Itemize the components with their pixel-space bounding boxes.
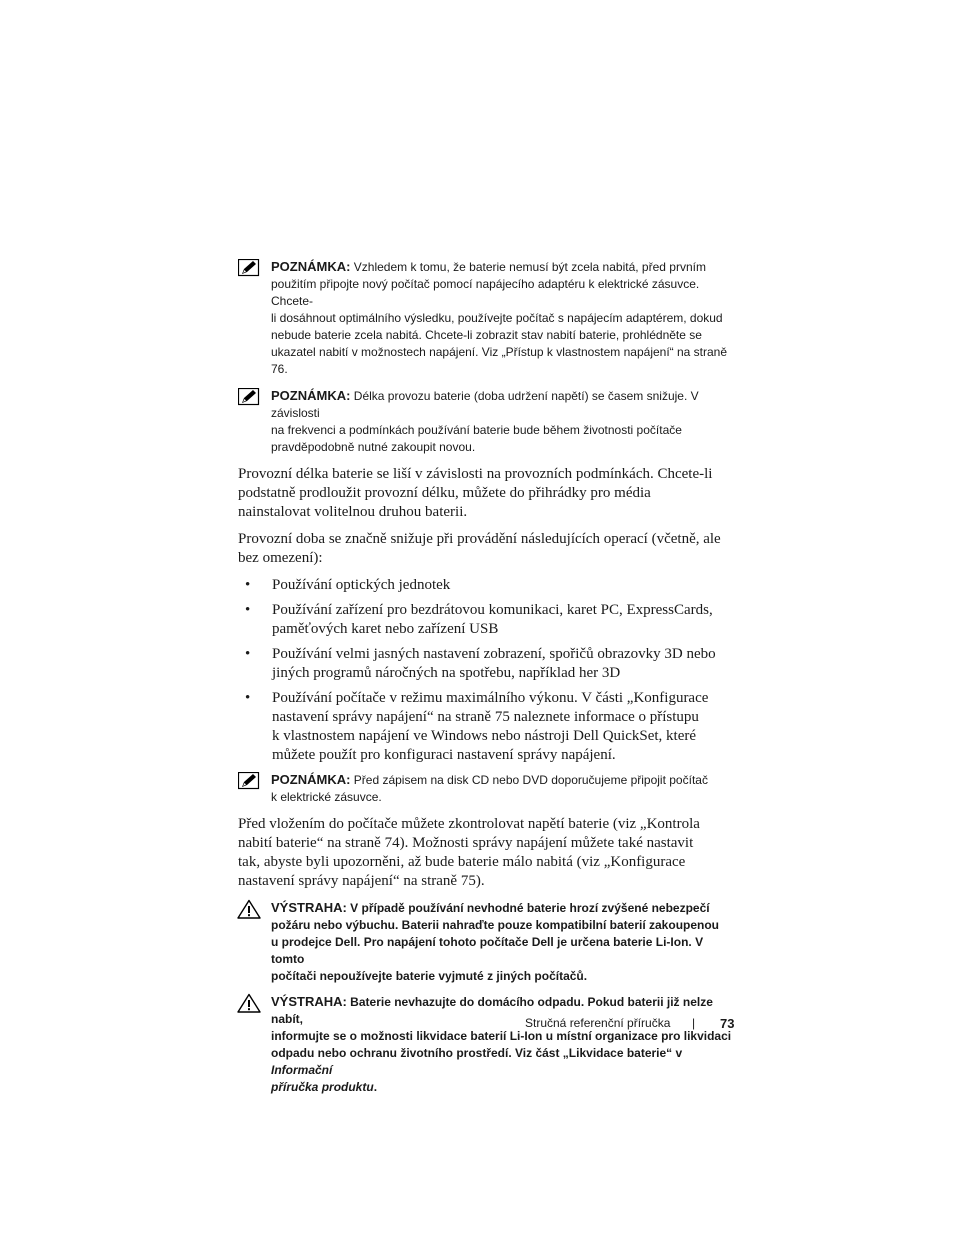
note-text-line: Před zápisem na disk CD nebo DVD doporučujeme připojit počítač <box>350 773 708 787</box>
warning-text-line: požáru nebo výbuchu. Baterii nahraďte pouze kompatibilní baterií zakoupenou <box>271 918 720 932</box>
note-text-line: pravděpodobně nutné zakoupit novou. <box>271 440 476 454</box>
warning-label: VÝSTRAHA: <box>271 900 347 915</box>
pencil-note-icon <box>238 259 260 277</box>
note-text-line: Délka provozu baterie (doba udržení napětí) se časem snižuje. V závislosti <box>271 389 699 420</box>
warning-triangle-icon <box>237 899 261 919</box>
note-label: POZNÁMKA: <box>271 772 351 787</box>
paragraph-line: Před vložením do počítače můžete zkontrolovat napětí baterie (viz „Kontrola <box>238 816 700 832</box>
list-item-line: Používání počítače v režimu maximálního výkonu. V části „Konfigurace <box>272 690 709 706</box>
bullet-icon: • <box>245 690 251 706</box>
note-text-line: Vzhledem k tomu, že baterie nemusí být zcela nabitá, před prvním <box>350 260 706 274</box>
list-item-line: Používání zařízení pro bezdrátovou komunikaci, karet PC, ExpressCards, <box>272 602 713 618</box>
list-item <box>238 645 738 683</box>
paragraph-line: nabití baterie“ na straně 74). Možnosti správy napájení můžete také nastavit <box>238 835 694 851</box>
warning-label: VÝSTRAHA: <box>271 994 347 1009</box>
book-title: příručka produktu <box>271 1080 374 1094</box>
warning-2 <box>238 993 738 1096</box>
paragraph-line: nainstalovat volitelnou druhou baterii. <box>238 504 468 520</box>
paragraph-2 <box>238 530 738 568</box>
page-number: 73 <box>720 1016 735 1031</box>
warning-text-line: u prodejce Dell. Pro napájení tohoto počítače Dell je určena baterie Li-Ion. V tomto <box>271 935 704 966</box>
warning-text-line: odpadu nebo ochranu životního prostředí. Viz část „Likvidace baterie“ v <box>271 1046 683 1060</box>
list-item <box>238 576 738 595</box>
warning-text-line: V případě používání nevhodné baterie hrozí zvýšené nebezpečí <box>346 901 710 915</box>
paragraph-line: bez omezení): <box>238 550 323 566</box>
pencil-note-icon <box>238 388 260 406</box>
list-item-line: jiných programů náročných na spotřebu, například her 3D <box>272 665 621 681</box>
list-item-line: nastavení správy napájení“ na straně 75 naleznete informace o přístupu <box>272 709 699 725</box>
paragraph-line: nastavení správy napájení“ na straně 75). <box>238 873 485 889</box>
warning-text-line: Baterie nevhazujte do domácího odpadu. Pokud baterii již nelze nabít, <box>271 995 713 1026</box>
list-item <box>238 601 738 639</box>
bullet-icon: • <box>245 602 251 618</box>
list-item-line: můžete použít pro konfiguraci nastavení správy napájení. <box>272 747 616 763</box>
bullet-icon: • <box>245 577 251 593</box>
bullet-icon: • <box>245 646 251 662</box>
page-content <box>238 258 738 1104</box>
warning-text-end: . <box>373 1080 378 1094</box>
paragraph-line: Provozní délka baterie se liší v závislosti na provozních podmínkách. Chcete-li <box>238 466 713 482</box>
warning-triangle-icon <box>237 993 261 1013</box>
note-text-line: na frekvenci a podmínkách používání baterie bude během životnosti počítače <box>271 423 682 437</box>
note-text-line: použitím připojte nový počítač pomocí napájecího adaptéru k elektrické zásuvce. Chcete- <box>271 277 700 308</box>
book-title: Informační <box>271 1063 333 1077</box>
note-3 <box>238 771 738 806</box>
footer-title: Stručná referenční příručka <box>525 1016 671 1030</box>
paragraph-line: podstatně prodloužit provozní délku, můžete do přihrádky pro média <box>238 485 651 501</box>
warning-1 <box>238 899 738 985</box>
note-text-line: nebude baterie zcela nabitá. Chcete-li zobrazit stav nabití baterie, prohlédněte se <box>271 328 702 342</box>
paragraph-line: tak, abyste byli upozorněni, až bude baterie málo nabitá (viz „Konfigurace <box>238 854 686 870</box>
note-2 <box>238 387 738 456</box>
paragraph-3 <box>238 815 738 891</box>
paragraph-line: Provozní doba se značně snižuje při provádění následujících operací (včetně, ale <box>238 531 721 547</box>
note-label: POZNÁMKA: <box>271 388 351 403</box>
list-item-line: Používání velmi jasných nastavení zobrazení, spořičů obrazovky 3D nebo <box>272 646 716 662</box>
list-item-line: paměťových karet nebo zařízení USB <box>272 621 499 637</box>
note-text-line: ukazatel nabití v možnostech napájení. Viz „Přístup k vlastnostem napájení“ na straně 76. <box>271 345 728 376</box>
note-label: POZNÁMKA: <box>271 259 351 274</box>
list-item <box>238 689 738 765</box>
warning-text-line: informujte se o možnosti likvidace baterií Li-Ion u místní organizace pro likvidaci <box>271 1029 732 1043</box>
list-item-line: Používání optických jednotek <box>272 577 451 593</box>
warning-text-line: počítači nepoužívejte baterie vyjmuté z jiných počítačů. <box>271 969 588 983</box>
list-item-line: k vlastnostem napájení ve Windows nebo nástroji Dell QuickSet, které <box>272 728 697 744</box>
bullet-list <box>238 576 738 765</box>
paragraph-1 <box>238 465 738 522</box>
footer-separator: | <box>692 1016 696 1030</box>
pencil-note-icon <box>238 772 260 790</box>
note-text-line: li dosáhnout optimálního výsledku, používejte počítač s napájecím adaptérem, dokud <box>271 311 723 325</box>
note-1 <box>238 258 738 378</box>
note-text-line: k elektrické zásuvce. <box>271 790 382 804</box>
